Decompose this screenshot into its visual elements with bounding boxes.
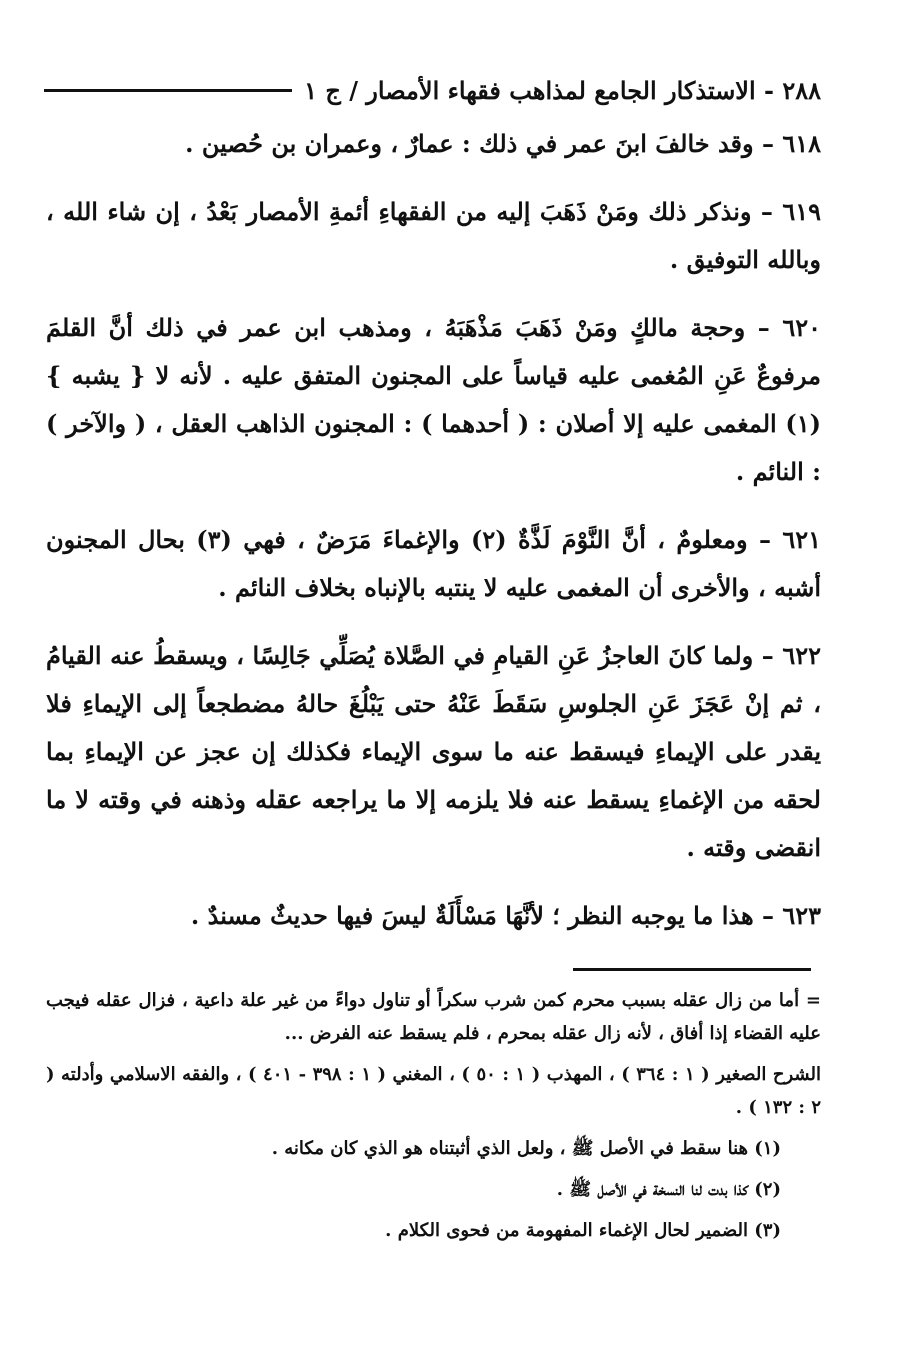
footnotes: [46, 984, 821, 1255]
paragraph-621: ٦٢١ – ومعلومٌ ، أنَّ النَّوْمَ لَذَّةٌ (٢) والإغماءَ مَرَضٌ ، فهي (٣) بحال المجنون أشبه ، والأخرى أن المغمى عليه لا ينتبه بالإنباه بخلاف النائم .: [46, 525, 821, 602]
paragraph-620: ٦٢٠ – وحجة مالكٍ ومَنْ ذَهَبَ مَذْهَبَهُ ، ومذهب ابن عمر في ذلك أنَّ القلمَ مرفوعٌ عَنِ المُغمى عليه قياساً على المجنون المتفق عليه . لأنه لا { يشبه } (١) المغمى عليه إلا أصلان : ( أحدهما ) : المجنون الذاهب العقل ، ( والآخر ) : النائم .: [46, 313, 821, 486]
footnote-continuation: = أما من زال عقله بسبب محرم كمن شرب سكراً أو تناول دواءً من غير علة داعية ، فزال عقله فيجب عليه القضاء إذا أفاق ، لأنه زال عقله بمحرم ، فلم يسقط عنه الفرض ...: [46, 990, 821, 1044]
main-text: [46, 120, 821, 960]
page-header: [44, 70, 821, 110]
paragraph-618: ٦١٨ – وقد خالفَ ابنَ عمر في ذلك : عمارٌ ، وعمران بن حُصين .: [185, 129, 821, 158]
footnote-3: (٣) الضمير لحال الإغماء المفهومة من فحوى الكلام .: [385, 1220, 781, 1241]
paragraph-619: ٦١٩ – ونذكر ذلك ومَنْ ذَهَبَ إليه من الفقهاءِ أئمةِ الأمصار بَعْدُ ، إن شاء الله ، وبالله التوفيق .: [46, 197, 821, 274]
running-header: ٢٨٨ - الاستذكار الجامع لمذاهب فقهاء الأمصار / ج ١: [304, 75, 821, 105]
header-rule: [44, 89, 292, 92]
footnote-2: (٢) كذا بدت لنا النسخة في الأصل ﷺ .: [556, 1179, 781, 1200]
footnote-separator: [573, 968, 811, 971]
footnote-references: الشرح الصغير ( ١ : ٣٦٤ ) ، المهذب ( ١ : ٥٠ ) ، المغني ( ١ : ٣٩٨ - ٤٠١ ) ، والفقه الاسلامي وأدلته ( ٢ : ١٣٢ ) .: [46, 1064, 821, 1118]
paragraph-622: ٦٢٢ – ولما كانَ العاجزُ عَنِ القيامِ في الصَّلاة يُصَلِّي جَالِسًا ، ويسقطُ عنه القيامُ ، ثم إنْ عَجَزَ عَنِ الجلوسِ سَقَطَ عَنْهُ حتى يَبْلُغَ حالهُ مضطجعاً إلى الإيماءِ فلا يقدر على الإيماءِ فيسقط عنه ما سوى الإيماء فكذلك إن عجز عن الإيماءِ بما لحقه من الإغماءِ يسقط عنه فلا يلزمه إلا ما يراجعه عقله وذهنه في وقته لا ما انقضى وقته .: [46, 641, 821, 862]
paragraph-623: ٦٢٣ – هذا ما يوجبه النظر ؛ لأنَّهَا مَسْأَلَةٌ ليسَ فيها حديثٌ مسندٌ .: [190, 901, 821, 930]
footnote-1: (١) هنا سقط في الأصل ﷺ ، ولعل الذي أثبتناه هو الذي كان مكانه .: [271, 1138, 781, 1159]
